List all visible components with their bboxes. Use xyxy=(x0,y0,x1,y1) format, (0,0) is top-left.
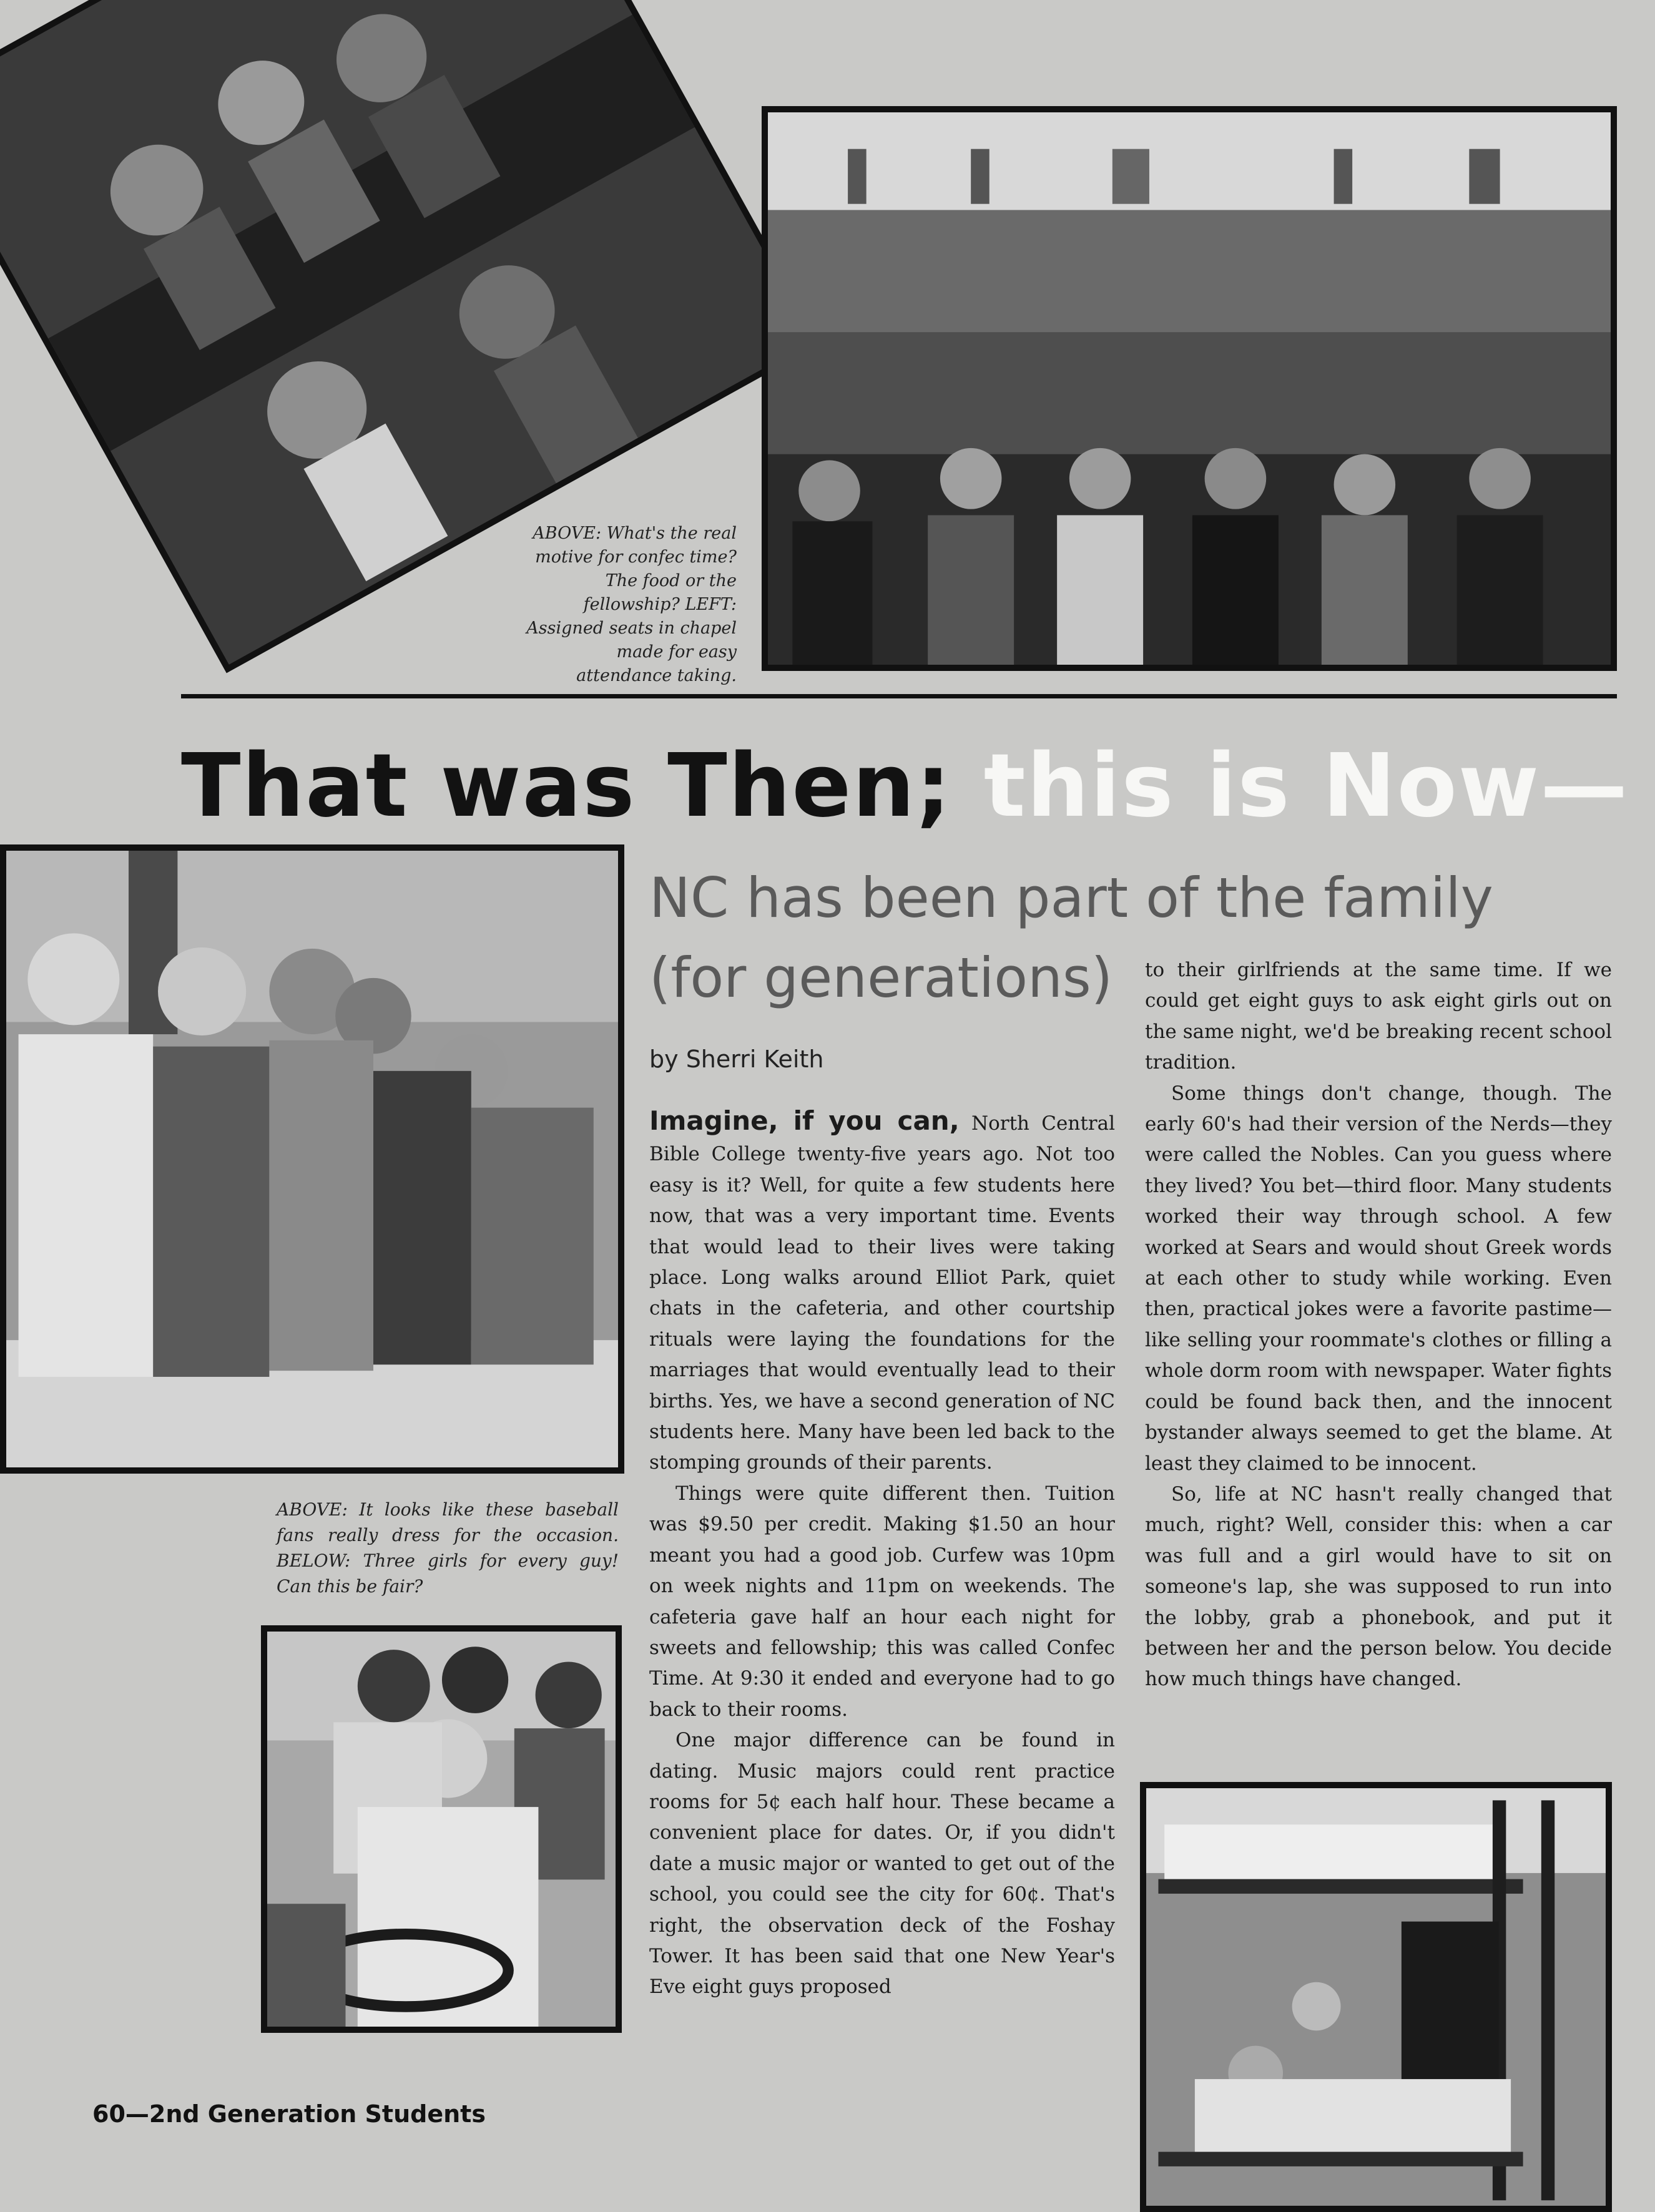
photo-chapel xyxy=(762,106,1617,671)
article-lead-in: Imagine, if you can, xyxy=(649,1105,960,1136)
article-paragraph-1-text: North Central Bible College twenty-five years ago. Not too easy is it? Well, for quite a few students here now, that was a very important time. Events that would lead to their lives were taking place. Long walks around Elliot Park, quiet chats in the cafeteria, and other courtship rituals were laying the foundations for the marriages that would eventually lead to their births. Yes, we have a second generation of NC students here. Many have been led back to the stomping grounds of their parents. xyxy=(649,1112,1115,1474)
photo-baseball-fans xyxy=(0,844,624,1474)
caption-middle: ABOVE: It looks like these baseball fans really dress for the occasion. BELOW: Three girls for every guy! Can this be fair? xyxy=(277,1499,619,1597)
byline: by Sherri Keith xyxy=(649,1045,824,1073)
photo-bunk-bed-art xyxy=(1146,1788,1606,2206)
article-paragraph-4: to their girlfriends at the same time. If we could get eight guys to ask eight girls out on the same night, we'd be breaking recent school tradition. xyxy=(1145,959,1612,1074)
headline-dark: That was Then; xyxy=(181,735,952,837)
photo-baseball-fans-art xyxy=(6,851,618,1467)
article-paragraph-2: Things were quite different then. Tuition was $9.50 per credit. Making $1.50 an hour meant you had a good job. Curfew was 10pm on week nights and 11pm on weekends. The cafeteria gave half an hour each night for sweets and fellowship; this was called Confec Time. At 9:30 it ended and everyone had to go back to their rooms. xyxy=(649,1482,1115,1721)
headline-rule xyxy=(181,694,1617,698)
subhead: NC has been part of the family (for generations) xyxy=(649,866,1493,1010)
headline-light: this is Now— xyxy=(983,735,1629,837)
article-column-1 xyxy=(649,1105,1115,2003)
article-column-2 xyxy=(1145,955,1612,1695)
article-paragraph-5: Some things don't change, though. The early 60's had their version of the Nerds—they were called the Nobles. Can you guess where they lived? You bet—third floor. Many students worked their way through school. A few worked at Sears and would shout Greek words at each other to study while working. Even then, practical jokes were a favorite pastime—like selling your roommate's clothes or filling a whole dorm room with newspaper. Water fights could be found back then, and the innocent bystander always seemed to get the blame. At least they claimed to be innocent. xyxy=(1145,1082,1612,1475)
headline xyxy=(181,733,1629,839)
photo-car xyxy=(261,1625,622,2033)
photo-car-art xyxy=(267,1632,616,2027)
article-paragraph-1 xyxy=(649,1105,1115,1479)
article-paragraph-3: One major difference can be found in dating. Music majors could rent practice rooms for 5¢ each half hour. These became a convenient place for dates. Or, if you didn't date a music major or wanted to get out of the school, you could see the city for 60¢. That's right, the observation deck of the Foshay Tower. It has been said that one New Year's Eve eight guys proposed xyxy=(649,1729,1115,1999)
page-footer: 60—2nd Generation Students xyxy=(92,2100,486,2128)
article-paragraph-6: So, life at NC hasn't really changed that much, right? Well, consider this: when a car was full and a girl would have to sit on someone's lap, she was supposed to run into the lobby, grab a phonebook, and put it between her and the person below. You decide how much things have changed. xyxy=(1145,1482,1612,1691)
photo-chapel-art xyxy=(768,112,1611,665)
photo-bunk-bed xyxy=(1140,1782,1612,2212)
caption-top: ABOVE: What's the real motive for confec time? The food or the fellowship? LEFT: Assigned seats in chapel made for easy attendance taking. xyxy=(526,524,737,685)
